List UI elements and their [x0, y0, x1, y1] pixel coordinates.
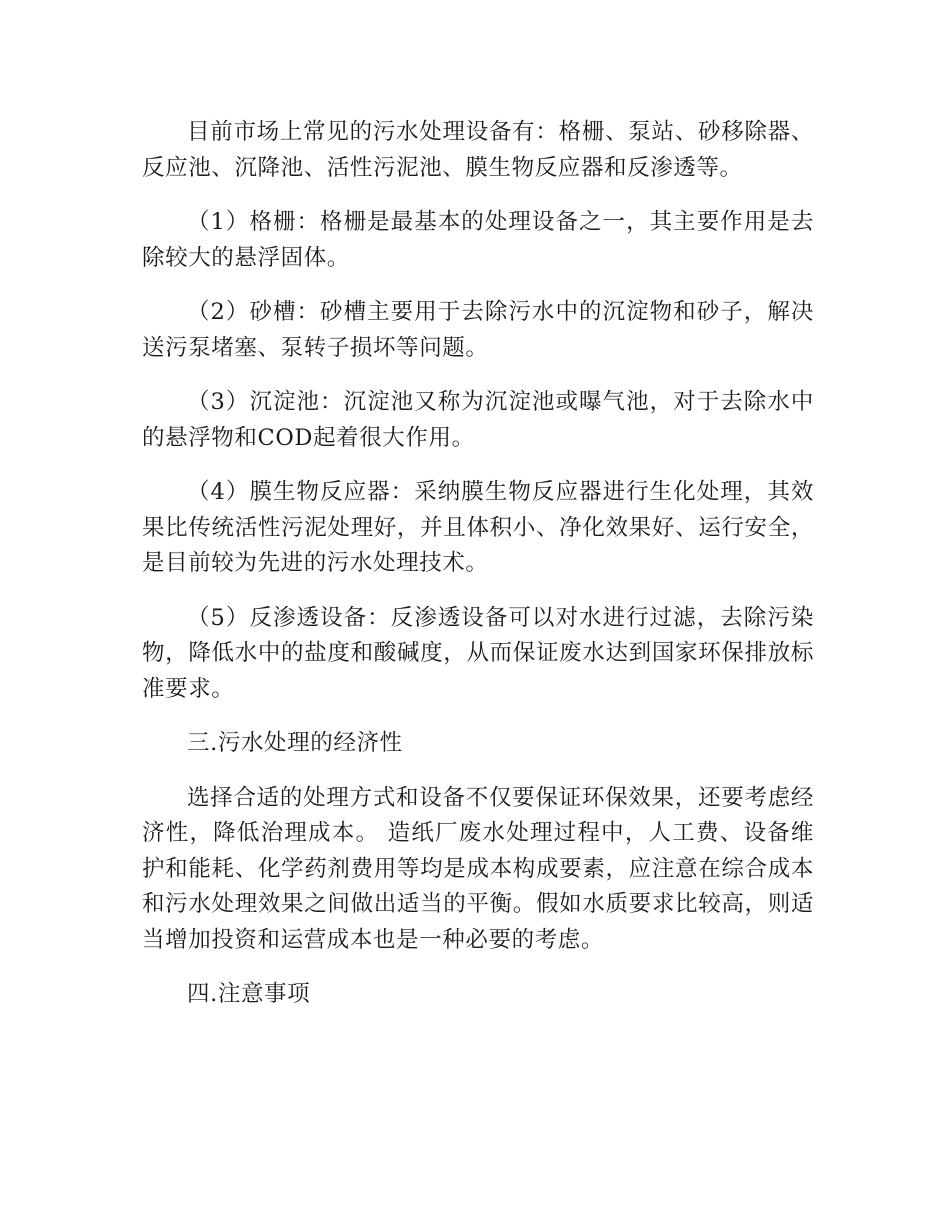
item-grille-paragraph: （1）格栅：格栅是最基本的处理设备之一，其主要作用是去除较大的悬浮固体。 — [142, 209, 814, 271]
section-heading-notes: 四.注意事项 — [187, 981, 311, 1007]
item-sand-tank-paragraph: （2）砂槽：砂槽主要用于去除污水中的沉淀物和砂子，解决送污泵堵塞、泵转子损坏等问题。 — [142, 299, 814, 361]
item-membrane-bioreactor-paragraph: （4）膜生物反应器：采纳膜生物反应器进行生化处理，其效果比传统活性污泥处理好，并且体积小、净化效果好、运行安全，是目前较为先进的污水处理技术。 — [142, 479, 814, 576]
section-heading-economics: 三.污水处理的经济性 — [187, 730, 403, 756]
item-reverse-osmosis-paragraph: （5）反渗透设备：反渗透设备可以对水进行过滤，去除污染物，降低水中的盐度和酸碱度，从而保证废水达到国家环保排放标准要求。 — [142, 604, 814, 702]
document-body — [142, 115, 814, 1032]
intro-paragraph: 目前市场上常见的污水处理设备有：格栅、泵站、砂移除器、反应池、沉降池、活性污泥池、膜生物反应器和反渗透等。 — [142, 119, 814, 181]
item-sedimentation-tank-paragraph: （3）沉淀池：沉淀池又称为沉淀池或曝气池，对于去除水中的悬浮物和COD起着很大作用。 — [142, 389, 814, 451]
economics-paragraph: 选择合适的处理方式和设备不仅要保证环保效果，还要考虑经济性，降低治理成本。 造纸厂废水处理过程中，人工费、设备维护和能耗、化学药剂费用等均是成本构成要素，应注意在综合成本和污水处理效果之间做出适当的平衡。假如水质要求比较高，则适当增加投资和运营成本也是一种必要的考虑。 — [142, 784, 814, 953]
